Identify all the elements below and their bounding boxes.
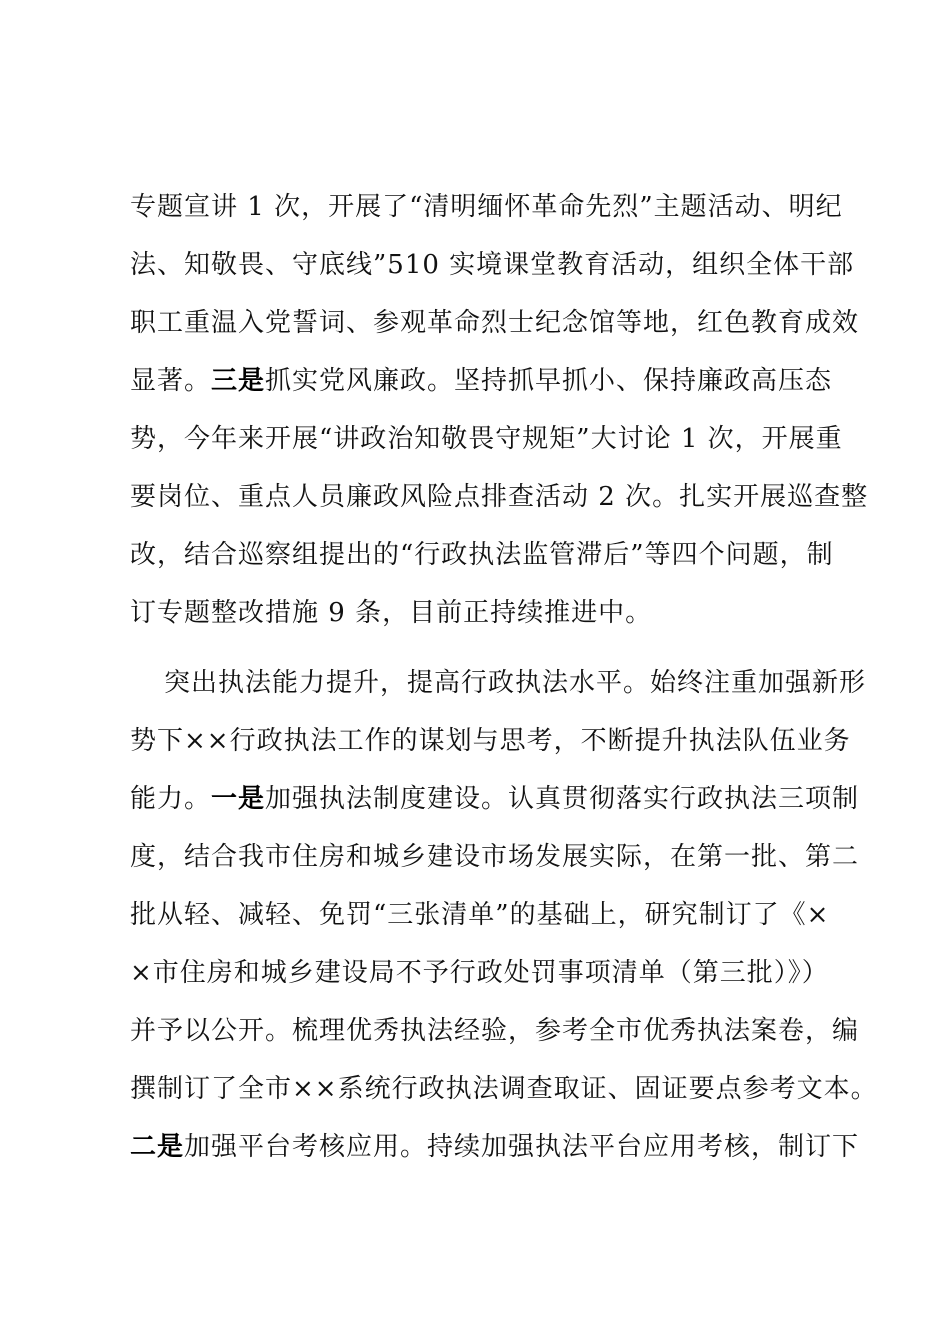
text-line: 订专题整改措施 9 条，目前正持续推进中。 — [130, 598, 653, 628]
text-line: 势下××行政执法工作的谋划与思考，不断提升执法队伍业务 — [130, 726, 851, 756]
bold-keyword: 二是 — [130, 1132, 185, 1162]
text-run: 加强平台考核应用。持续加强执法平台应用考核，制订下 — [184, 1132, 860, 1162]
text-run: 显著。 — [130, 366, 212, 396]
paragraph-law-enforcement — [130, 654, 878, 1176]
paragraph-party-conduct — [130, 178, 869, 642]
text-line: 度，结合我市住房和城乡建设市场发展实际，在第一批、第二 — [130, 842, 860, 872]
text-line: 改，结合巡察组提出的“行政执法监管滞后”等四个问题，制 — [130, 540, 834, 570]
text-line: 要岗位、重点人员廉政风险点排查活动 2 次。扎实开展巡查整 — [130, 482, 869, 512]
text-run: 能力。 — [130, 784, 212, 814]
text-run: 抓实党风廉政。坚持抓早抓小、保持廉政高压态 — [265, 366, 833, 396]
text-line: 势，今年来开展“讲政治知敬畏守规矩”大讨论 1 次，开展重 — [130, 424, 843, 454]
text-line: 突出执法能力提升，提高行政执法水平。始终注重加强新形 — [164, 668, 867, 698]
text-line — [130, 352, 835, 410]
bold-keyword: 三是 — [211, 366, 266, 396]
text-line: 撰制订了全市××系统行政执法调查取证、固证要点参考文本。 — [130, 1074, 878, 1104]
text-line: 并予以公开。梳理优秀执法经验，参考全市优秀执法案卷，编 — [130, 1016, 860, 1046]
text-line: 法、知敬畏、守底线”510 实境课堂教育活动，组织全体干部 — [130, 250, 855, 280]
text-line: ×市住房和城乡建设局不予行政处罚事项清单（第三批）》） — [130, 958, 829, 988]
text-run: 加强执法制度建设。认真贯彻落实行政执法三项制 — [265, 784, 860, 814]
text-line: 职工重温入党誓词、参观革命烈士纪念馆等地，红色教育成效 — [130, 308, 860, 338]
text-line: 专题宣讲 1 次，开展了“清明缅怀革命先烈”主题活动、明纪 — [130, 192, 843, 222]
bold-keyword: 一是 — [211, 784, 266, 814]
text-line: 批从轻、减轻、免罚“三张清单”的基础上，研究制订了《× — [130, 900, 830, 930]
text-line — [130, 770, 860, 828]
text-line — [130, 1118, 860, 1176]
